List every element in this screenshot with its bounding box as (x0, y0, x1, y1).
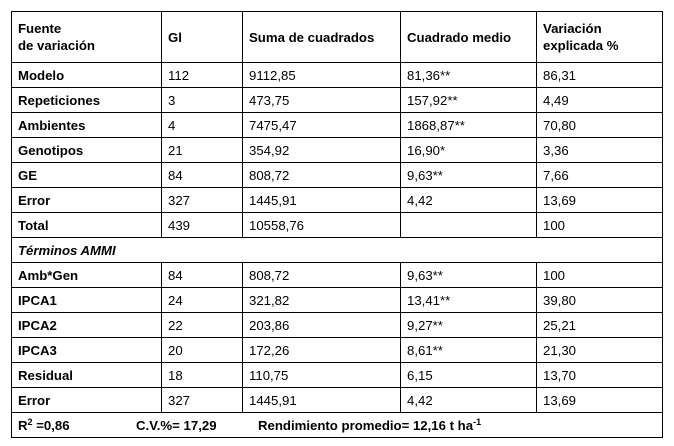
header-variation-explained: Variación explicada % (537, 12, 663, 63)
section-row (12, 238, 663, 263)
ss-cell: 7475,47 (243, 113, 401, 138)
ms-cell: 6,15 (401, 363, 537, 388)
source-cell: Amb*Gen (12, 263, 162, 288)
var-cell: 13,69 (537, 188, 663, 213)
gl-cell: 84 (162, 163, 243, 188)
ss-cell: 354,92 (243, 138, 401, 163)
table-row (12, 113, 663, 138)
var-cell: 13,69 (537, 388, 663, 413)
table-row (12, 388, 663, 413)
gl-cell: 18 (162, 363, 243, 388)
gl-cell: 21 (162, 138, 243, 163)
ms-cell (401, 213, 537, 238)
source-cell: Modelo (12, 63, 162, 88)
anova-table (11, 11, 663, 438)
footer-cell (12, 413, 663, 438)
table-row (12, 338, 663, 363)
ms-cell: 16,90* (401, 138, 537, 163)
ss-cell: 9112,85 (243, 63, 401, 88)
var-cell: 100 (537, 213, 663, 238)
ms-cell: 9,63** (401, 263, 537, 288)
gl-cell: 439 (162, 213, 243, 238)
coefficient-of-variation: C.V.%= 17,29 (136, 417, 217, 433)
source-cell: IPCA2 (12, 313, 162, 338)
header-gl: Gl (162, 12, 243, 63)
source-cell: IPCA1 (12, 288, 162, 313)
r-squared: $R^2 =0,86$ (18, 416, 70, 433)
var-cell: 21,30 (537, 338, 663, 363)
source-cell: Total (12, 213, 162, 238)
footer-row (12, 413, 663, 438)
var-cell: 100 (537, 263, 663, 288)
source-cell: Residual (12, 363, 162, 388)
source-cell: Error (12, 388, 162, 413)
ms-cell: 9,27** (401, 313, 537, 338)
table-row (12, 313, 663, 338)
ss-cell: 808,72 (243, 263, 401, 288)
ss-cell: 473,75 (243, 88, 401, 113)
ms-cell: 1868,87** (401, 113, 537, 138)
var-cell: 70,80 (537, 113, 663, 138)
source-cell: IPCA3 (12, 338, 162, 363)
header-source: Fuente de variación (12, 12, 162, 63)
ms-cell: 9,63** (401, 163, 537, 188)
ss-cell: 1445,91 (243, 388, 401, 413)
var-cell: 39,80 (537, 288, 663, 313)
section-title: Términos AMMI (12, 238, 663, 263)
table-row (12, 88, 663, 113)
average-yield: Rendimiento promedio= 12,16 t $ha^{-1}$ (258, 416, 482, 433)
ms-cell: 8,61** (401, 338, 537, 363)
table-row (12, 363, 663, 388)
ss-cell: 10558,76 (243, 213, 401, 238)
table-row (12, 63, 663, 88)
ms-cell: 81,36** (401, 63, 537, 88)
ms-cell: 157,92** (401, 88, 537, 113)
ss-cell: 321,82 (243, 288, 401, 313)
ms-cell: 4,42 (401, 188, 537, 213)
var-cell: 25,21 (537, 313, 663, 338)
header-mean-square: Cuadrado medio (401, 12, 537, 63)
source-cell: GE (12, 163, 162, 188)
table-row (12, 288, 663, 313)
source-cell: Ambientes (12, 113, 162, 138)
gl-cell: 4 (162, 113, 243, 138)
ss-cell: 1445,91 (243, 188, 401, 213)
var-cell: 3,36 (537, 138, 663, 163)
gl-cell: 112 (162, 63, 243, 88)
table-row (12, 188, 663, 213)
table-row (12, 163, 663, 188)
source-cell: Genotipos (12, 138, 162, 163)
var-cell: 86,31 (537, 63, 663, 88)
var-cell: 7,66 (537, 163, 663, 188)
gl-cell: 84 (162, 263, 243, 288)
gl-cell: 22 (162, 313, 243, 338)
header-sum-of-squares: Suma de cuadrados (243, 12, 401, 63)
var-cell: 13,70 (537, 363, 663, 388)
table-row (12, 213, 663, 238)
gl-cell: 3 (162, 88, 243, 113)
table-row (12, 263, 663, 288)
source-cell: Repeticiones (12, 88, 162, 113)
header-row (12, 12, 663, 63)
ss-cell: 172,26 (243, 338, 401, 363)
var-cell: 4,49 (537, 88, 663, 113)
gl-cell: 24 (162, 288, 243, 313)
gl-cell: 20 (162, 338, 243, 363)
ms-cell: 13,41** (401, 288, 537, 313)
ss-cell: 110,75 (243, 363, 401, 388)
ms-cell: 4,42 (401, 388, 537, 413)
ss-cell: 203,86 (243, 313, 401, 338)
table-row (12, 138, 663, 163)
gl-cell: 327 (162, 388, 243, 413)
source-cell: Error (12, 188, 162, 213)
ss-cell: 808,72 (243, 163, 401, 188)
gl-cell: 327 (162, 188, 243, 213)
